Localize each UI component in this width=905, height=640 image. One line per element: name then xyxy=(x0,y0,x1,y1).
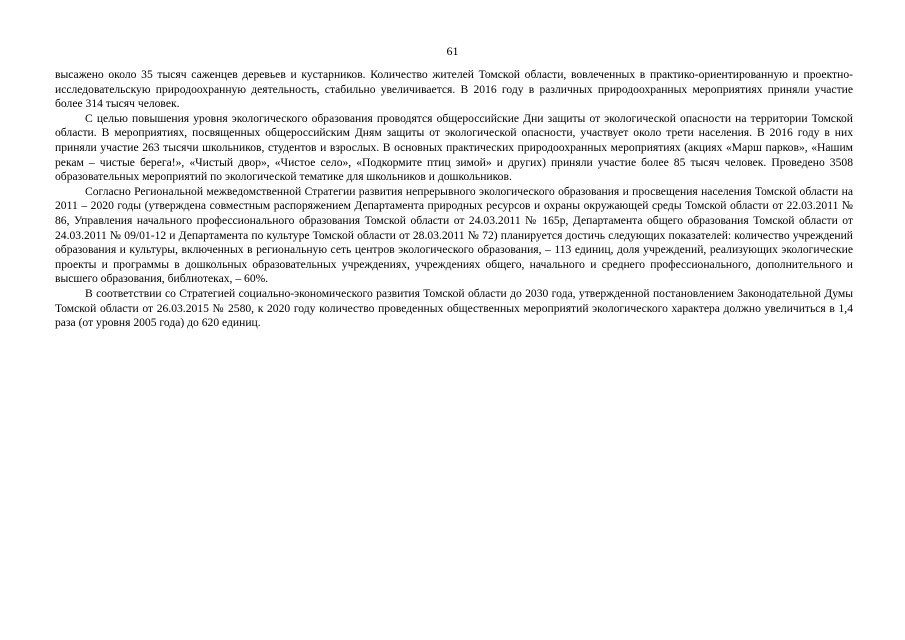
page-number: 61 xyxy=(446,44,459,58)
paragraph-ecological-days: С целью повышения уровня экологического образования проводятся общероссийские Дни защиты от экологической опасности на территории Томской области. В мероприятиях, посвященных общероссийским Дням защиты от экологической опасности, участвует около трети населения. В 2016 году в них приняли участие 263 тысячи школьников, студентов и взрослых. В основных практических природоохранных мероприятиях (акциях «Марш парков», «Нашим рекам – чистые берега!», «Чистый двор», «Чистое село», «Подкормите птиц зимой» и других) приняли участие более 85 тысяч человек. Проведено 3508 образовательных мероприятий по экологической тематике для школьников и дошкольников. xyxy=(55,111,853,184)
paragraph-continuation: высажено около 35 тысяч саженцев деревьев и кустарников. Количество жителей Томской области, вовлеченных в практико-ориентированную и проектно-исследовательскую природоохранную деятельность, стабильно увеличивается. В 2016 году в различных природоохранных мероприятиях приняли участие более 314 тысяч человек. xyxy=(55,68,853,111)
paragraph-regional-strategy: Согласно Региональной межведомственной Стратегии развития непрерывного экологического образования и просвещения населения Томской области на 2011 – 2020 годы (утверждена совместным распоряжением Департамента природных ресурсов и охраны окружающей среды Томской области от 22.03.2011 № 86, Управления начального профессионального образования Томской области от 24.03.2011 № 165р, Департамента общего образования Томской области от 24.03.2011 № 09/01-12 и Департамента по культуре Томской области от 28.03.2011 № 72) планируется достичь следующих показателей: количество учреждений образования и культуры, включенных в региональную сеть центров экологического образования, – 113 единиц, доля учреждений, реализующих экологические проекты и программы в дошкольных образовательных учреждениях, учреждениях общего, начального и среднего профессионального, дополнительного и высшего образования, библиотеках, – 60%. xyxy=(55,184,853,286)
paragraph-socioeconomic-strategy: В соответствии со Стратегией социально-экономического развития Томской области до 2030 года, утвержденной постановлением Законодательной Думы Томской области от 26.03.2015 № 2580, к 2020 году количество проведенных общественных мероприятий экологического характера должно увеличиться в 1,4 раза (от уровня 2005 года) до 620 единиц. xyxy=(55,286,853,330)
document-body xyxy=(55,68,853,331)
